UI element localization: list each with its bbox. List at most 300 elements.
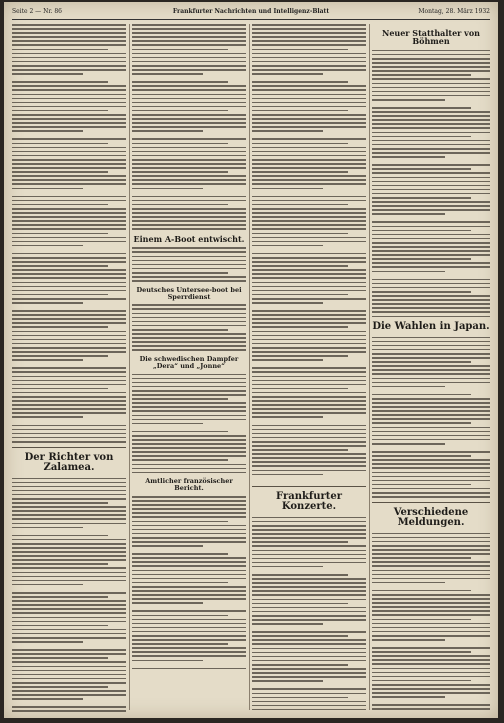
text-line — [252, 126, 366, 128]
text-line — [372, 74, 471, 76]
text-line — [372, 209, 490, 211]
text-line — [252, 425, 366, 427]
text-line — [252, 445, 366, 447]
paragraph-gap — [252, 478, 366, 482]
text-line — [252, 701, 366, 703]
text-line — [372, 427, 490, 429]
text-line — [372, 127, 490, 129]
text-line — [12, 98, 126, 100]
text-line — [12, 208, 126, 210]
text-line — [252, 49, 348, 51]
text-line — [252, 453, 366, 455]
text-line — [252, 212, 366, 214]
text-line — [372, 201, 490, 203]
text-line — [372, 357, 490, 359]
text-line — [12, 89, 126, 91]
text-line — [12, 286, 126, 288]
text-line — [12, 621, 126, 623]
text-line — [372, 570, 490, 572]
text-line — [252, 623, 323, 625]
text-line — [12, 576, 126, 578]
article-text — [372, 337, 490, 498]
text-line — [132, 468, 246, 470]
article-text — [132, 374, 246, 474]
text-line — [12, 490, 126, 492]
text-line — [132, 200, 246, 202]
text-line — [12, 257, 126, 259]
text-line — [252, 676, 366, 678]
text-line — [252, 188, 323, 190]
text-line — [252, 171, 348, 173]
text-line — [252, 241, 366, 243]
text-line — [132, 337, 246, 339]
text-line — [372, 279, 490, 281]
text-line — [12, 314, 126, 316]
text-line — [132, 382, 246, 384]
text-line — [252, 529, 366, 531]
text-line — [12, 408, 126, 410]
text-line — [372, 373, 490, 375]
column-separator — [369, 24, 370, 710]
text-line — [252, 228, 366, 230]
text-line — [132, 512, 246, 514]
text-line — [252, 433, 366, 435]
text-line — [132, 619, 246, 621]
text-line — [252, 558, 366, 560]
text-line — [252, 371, 366, 373]
text-line — [12, 147, 126, 149]
text-line — [372, 91, 490, 93]
text-line — [252, 416, 323, 418]
text-line — [12, 657, 108, 659]
text-line — [12, 183, 126, 185]
text-line — [252, 643, 366, 645]
text-line — [132, 431, 228, 433]
text-line — [12, 478, 126, 480]
text-line — [372, 156, 445, 158]
text-line — [252, 36, 366, 38]
text-line — [132, 329, 228, 331]
text-line — [12, 155, 126, 157]
text-line — [372, 234, 490, 236]
text-line — [12, 351, 126, 353]
text-line — [12, 44, 126, 46]
masthead — [12, 8, 490, 18]
text-line — [252, 326, 348, 328]
text-line — [252, 24, 366, 26]
text-line — [252, 322, 366, 324]
text-line — [12, 498, 126, 500]
text-line — [132, 333, 246, 335]
text-line — [252, 550, 366, 552]
text-line — [132, 578, 246, 580]
text-line — [12, 106, 126, 108]
text-line — [132, 317, 246, 319]
text-line — [252, 367, 366, 369]
text-line — [252, 537, 366, 539]
text-line — [132, 459, 228, 461]
text-line — [372, 386, 445, 388]
text-line — [252, 331, 366, 333]
text-line — [132, 590, 246, 592]
text-line — [372, 115, 490, 117]
text-line — [252, 631, 366, 633]
text-line — [132, 208, 246, 210]
text-line — [12, 535, 108, 537]
text-line — [12, 612, 126, 614]
text-line — [252, 339, 366, 341]
text-line — [12, 376, 126, 378]
text-line — [372, 672, 490, 674]
text-line — [372, 406, 490, 408]
text-line — [372, 484, 471, 486]
text-line — [252, 359, 323, 361]
article-heading: Frankfurter Konzerte. — [276, 490, 342, 513]
text-line — [132, 525, 246, 527]
text-line — [372, 365, 490, 367]
text-line — [252, 122, 366, 124]
text-line — [132, 419, 246, 421]
text-line — [132, 443, 246, 445]
text-line — [12, 40, 126, 42]
text-line — [132, 537, 246, 539]
text-line — [12, 28, 126, 30]
text-line — [12, 302, 83, 304]
text-line — [372, 708, 490, 710]
text-line — [132, 668, 246, 670]
text-line — [252, 594, 366, 596]
text-line — [132, 313, 246, 315]
text-line — [132, 390, 246, 392]
text-line — [12, 510, 126, 512]
text-line — [252, 269, 366, 271]
text-line — [372, 349, 490, 351]
text-line — [12, 425, 126, 427]
text-line — [252, 253, 366, 255]
text-line — [12, 617, 126, 619]
text-line — [372, 435, 490, 437]
text-line — [372, 140, 490, 142]
text-line — [372, 99, 445, 101]
text-line — [252, 73, 323, 75]
text-line — [252, 599, 366, 601]
text-line — [12, 212, 126, 214]
text-line — [12, 138, 126, 140]
text-line — [372, 132, 490, 134]
text-line — [252, 541, 348, 543]
text-line — [132, 69, 246, 71]
text-line — [372, 246, 490, 248]
text-line — [252, 408, 366, 410]
text-line — [132, 304, 246, 306]
text-line — [252, 388, 348, 390]
text-line — [12, 179, 126, 181]
text-line — [12, 600, 126, 602]
article-text — [132, 304, 246, 351]
text-line — [372, 496, 490, 498]
text-line — [372, 119, 490, 121]
page-label: Seite 2 — Nr. 86 — [12, 8, 62, 15]
text-line — [372, 610, 490, 612]
text-line — [12, 359, 83, 361]
text-line — [132, 561, 246, 563]
text-line — [12, 543, 126, 545]
article-text — [252, 517, 366, 712]
text-line — [252, 474, 323, 476]
text-line — [252, 282, 366, 284]
text-line — [372, 303, 490, 305]
article-divider — [252, 486, 366, 487]
text-line — [252, 159, 366, 161]
text-line — [12, 584, 83, 586]
text-line — [132, 106, 246, 108]
text-line — [372, 172, 490, 174]
text-line — [132, 228, 246, 230]
text-line — [12, 539, 126, 541]
text-line — [12, 367, 126, 369]
text-line — [252, 130, 323, 132]
text-line — [372, 54, 490, 56]
text-line — [12, 339, 126, 341]
text-line — [252, 652, 366, 654]
text-line — [372, 185, 490, 187]
text-line — [132, 529, 246, 531]
text-line — [252, 224, 366, 226]
text-line — [252, 28, 366, 30]
text-line — [372, 439, 490, 441]
text-line — [12, 710, 126, 712]
text-line — [12, 502, 108, 504]
text-line — [372, 631, 490, 633]
text-line — [132, 508, 246, 510]
text-line — [132, 216, 246, 218]
text-line — [12, 592, 126, 594]
text-line — [252, 554, 366, 556]
text-line — [252, 607, 366, 609]
text-line — [372, 533, 490, 535]
text-line — [372, 307, 490, 309]
text-line — [132, 582, 228, 584]
text-line — [372, 680, 471, 682]
text-line — [372, 684, 490, 686]
text-line — [132, 610, 246, 612]
masthead-rule — [12, 19, 490, 20]
text-line — [372, 394, 471, 396]
text-line — [12, 567, 126, 569]
text-line — [12, 65, 126, 67]
article-text — [132, 247, 246, 281]
text-line — [132, 57, 246, 59]
text-line — [372, 266, 490, 268]
text-line — [252, 163, 366, 165]
text-line — [132, 53, 246, 55]
text-line — [12, 572, 126, 574]
text-line — [372, 418, 490, 420]
text-line — [12, 653, 126, 655]
text-line — [132, 65, 246, 67]
text-line — [12, 322, 126, 324]
text-line — [132, 378, 246, 380]
text-line — [252, 586, 366, 588]
article-heading: Amtlicher französischer Bericht. — [145, 477, 233, 493]
text-line — [372, 226, 490, 228]
text-line — [372, 83, 490, 85]
text-line — [12, 290, 126, 292]
newspaper-page — [4, 2, 498, 718]
text-line — [12, 404, 126, 406]
text-line — [132, 188, 203, 190]
text-line — [12, 686, 108, 688]
text-line — [12, 326, 108, 328]
text-line — [252, 449, 348, 451]
text-line — [252, 611, 366, 613]
text-line — [12, 604, 126, 606]
text-line — [12, 294, 108, 296]
text-line — [12, 678, 126, 680]
text-line — [252, 44, 366, 46]
article-divider — [372, 502, 490, 503]
text-line — [252, 441, 366, 443]
text-line — [132, 655, 246, 657]
text-line — [372, 582, 445, 584]
text-line — [252, 656, 366, 658]
text-line — [12, 527, 83, 529]
text-line — [12, 175, 126, 177]
text-line — [132, 28, 246, 30]
text-line — [12, 331, 126, 333]
text-line — [252, 89, 366, 91]
text-line — [12, 661, 126, 663]
text-line — [372, 590, 471, 592]
text-line — [12, 36, 126, 38]
text-line — [12, 641, 83, 643]
text-line — [372, 230, 471, 232]
text-line — [252, 343, 366, 345]
text-line — [132, 500, 246, 502]
text-line — [252, 273, 366, 275]
text-line — [372, 258, 471, 260]
text-line — [252, 102, 366, 104]
text-line — [132, 85, 246, 87]
text-line — [372, 337, 490, 339]
article-text — [12, 24, 126, 443]
text-line — [252, 286, 366, 288]
article-heading: Der Richter von Zalamea. — [24, 451, 114, 473]
text-line — [372, 291, 471, 293]
text-line — [12, 130, 83, 132]
text-line — [132, 660, 203, 662]
text-line — [252, 53, 366, 55]
text-line — [132, 138, 246, 140]
article-heading: Verschiedene Meldungen. — [393, 506, 469, 529]
text-line — [372, 668, 490, 670]
text-line — [12, 388, 108, 390]
text-line — [252, 216, 366, 218]
text-line — [252, 98, 366, 100]
text-line — [12, 608, 126, 610]
text-line — [372, 316, 490, 318]
text-line — [252, 220, 366, 222]
text-line — [372, 353, 490, 355]
text-line — [252, 639, 366, 641]
text-line — [132, 147, 246, 149]
article-text — [252, 24, 366, 482]
text-line — [252, 574, 348, 576]
text-line — [132, 179, 246, 181]
text-line — [132, 602, 203, 604]
text-line — [12, 392, 126, 394]
text-line — [372, 651, 471, 653]
text-line — [12, 200, 126, 202]
text-line — [252, 582, 366, 584]
text-line — [12, 563, 108, 565]
text-line — [252, 318, 366, 320]
text-line — [372, 262, 490, 264]
text-line — [252, 664, 348, 666]
text-line — [12, 355, 108, 357]
text-line — [252, 533, 366, 535]
text-line — [12, 49, 108, 51]
text-line — [132, 44, 246, 46]
text-line — [372, 299, 490, 301]
text-line — [12, 143, 108, 145]
text-line — [12, 110, 108, 112]
text-line — [132, 496, 246, 498]
text-line — [252, 705, 366, 707]
text-line — [132, 386, 246, 388]
text-line — [372, 193, 490, 195]
text-line — [252, 619, 366, 621]
text-line — [132, 439, 246, 441]
text-line — [12, 298, 126, 300]
text-line — [372, 168, 471, 170]
text-line — [132, 455, 246, 457]
text-line — [132, 472, 246, 474]
text-line — [12, 343, 126, 345]
text-line — [372, 382, 490, 384]
text-line — [132, 464, 246, 466]
text-line — [132, 627, 246, 629]
text-line — [12, 416, 83, 418]
text-line — [372, 561, 490, 563]
text-line — [132, 247, 246, 249]
text-line — [132, 341, 246, 343]
text-line — [132, 49, 228, 51]
text-line — [132, 447, 246, 449]
text-line — [12, 167, 126, 169]
text-line — [132, 594, 246, 596]
text-line — [132, 651, 246, 653]
text-line — [372, 639, 445, 641]
text-line — [372, 451, 490, 453]
text-line — [132, 272, 228, 274]
text-line — [252, 668, 366, 670]
text-line — [252, 635, 348, 637]
text-line — [252, 470, 366, 472]
text-line — [12, 437, 126, 439]
text-line — [252, 404, 366, 406]
text-line — [132, 94, 246, 96]
text-line — [12, 555, 126, 557]
text-line — [132, 635, 246, 637]
text-line — [12, 559, 126, 561]
text-line — [252, 347, 366, 349]
text-line — [132, 122, 246, 124]
text-line — [372, 614, 490, 616]
text-line — [252, 85, 366, 87]
text-line — [132, 151, 246, 153]
text-line — [372, 459, 490, 461]
